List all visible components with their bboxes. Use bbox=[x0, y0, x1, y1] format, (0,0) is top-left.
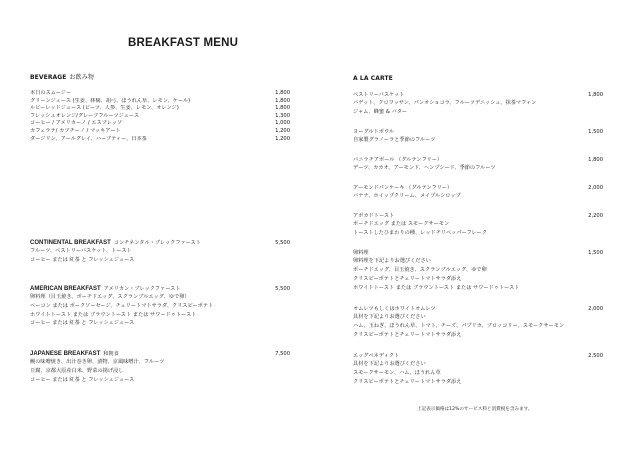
item-name: コーヒー / アメリカーノ / エスプレッソ bbox=[30, 120, 123, 127]
item-name: ヨーグルトボウル bbox=[353, 129, 395, 135]
item-price: 1,500 bbox=[588, 129, 603, 135]
set-line: ホワイトトースト または ブラウントースト または サワードゥトースト bbox=[30, 311, 197, 318]
set-line: コーヒー または 紅茶 と フレッシュジュース bbox=[30, 256, 135, 263]
set-line: 鰻の味噌焼き、出汁巻き卵、漬物、京風味噌汁、フルーツ bbox=[30, 359, 165, 365]
set-head bbox=[30, 350, 290, 358]
item-price: 2,200 bbox=[588, 213, 603, 219]
item-name: 卵料理 bbox=[353, 250, 369, 256]
set-line: ベーコン または ポークソーセージ、チェリートマトサラダ、クリスピーポテト bbox=[30, 302, 214, 309]
item-line: バナナ、ホイップクリーム、メイプルシロップ bbox=[353, 193, 461, 200]
beverage-item bbox=[30, 90, 290, 98]
item-line: ポーチドエッグ または スモークサーモン bbox=[353, 221, 450, 228]
item-line: ハム、玉ねぎ、ほうれん草、トマト、チーズ、パプリカ、ブロッコリー、スモークサーモン bbox=[353, 323, 565, 330]
set-continental bbox=[30, 239, 290, 265]
beverage-heading-en: BEVERAGE bbox=[30, 74, 67, 81]
item-price: 1,800 bbox=[588, 92, 603, 98]
beverage-item bbox=[30, 113, 290, 121]
set-price: 5,500 bbox=[275, 240, 290, 246]
item-line: スモークサーモン、ハム、ほうれん草 bbox=[353, 370, 441, 377]
item-line: トーストしたひまわりの種、レッドチリペッパーフレーク bbox=[353, 230, 487, 237]
set-head bbox=[30, 285, 290, 293]
item-line: クリスピーポテトとチェリートマトサラダ添え bbox=[353, 276, 462, 282]
set-american bbox=[30, 285, 290, 328]
beverage-item bbox=[30, 128, 290, 136]
item-price: 1,800 bbox=[275, 97, 290, 104]
item-name: グリーンジュース (生姜、林檎、胡弓、ほうれん草、レモン、ケール) bbox=[30, 97, 191, 104]
item-name: カフェラテ/ カプチーノ / マッキアート bbox=[30, 127, 121, 134]
set-head bbox=[30, 239, 290, 247]
item-name: バニラチアボール （グルテンフリー） bbox=[353, 157, 443, 163]
alacarte-item bbox=[353, 249, 603, 293]
item-price: 1,800 bbox=[588, 157, 603, 163]
item-price: 2,000 bbox=[588, 185, 603, 191]
set-japanese bbox=[30, 350, 290, 384]
alacarte-item bbox=[353, 305, 603, 340]
item-name: アーモンドパンケーキ （グルテンフリー） bbox=[353, 185, 453, 191]
item-line: クリスピーポテトとチェリートマトサラダ添え bbox=[353, 379, 462, 385]
set-title-en: AMERICAN BREAKFAST bbox=[30, 286, 101, 292]
beverage-item bbox=[30, 120, 290, 128]
item-line: ジャム、蜂蜜 & バター bbox=[353, 109, 408, 116]
item-line: 具材を下記よりお選びください bbox=[353, 361, 426, 368]
set-title bbox=[30, 239, 201, 247]
item-price: 1,200 bbox=[275, 135, 290, 142]
beverage-section bbox=[30, 72, 290, 143]
alacarte-item bbox=[353, 212, 603, 238]
item-name: ルビーレッドジュース (ビーツ、人参、生姜、レモン、オレンジ) bbox=[30, 105, 179, 112]
item-price: 2,500 bbox=[588, 353, 603, 359]
item-line: デーツ、カカオ、アーモンド、ヘンプシード、季節のフルーツ bbox=[353, 165, 496, 172]
item-name: エッグベネディクト bbox=[353, 353, 400, 359]
set-title-jp: 和朝食 bbox=[103, 351, 119, 357]
set-price: 7,500 bbox=[275, 351, 290, 357]
alacarte-item bbox=[353, 352, 603, 387]
item-price: 1,800 bbox=[275, 90, 290, 96]
item-name: 本日のスムージー bbox=[30, 90, 72, 96]
item-line: 卵料理を下記よりお選びください bbox=[353, 258, 431, 265]
item-line: 具材を下記よりお選びください bbox=[353, 314, 426, 321]
set-title bbox=[30, 350, 119, 358]
set-line: コーヒー または 紅茶 と フレッシュジュース bbox=[30, 376, 135, 383]
item-name: ペストリーバスケット bbox=[353, 92, 405, 98]
alacarte-item bbox=[353, 128, 603, 145]
alacarte-item bbox=[353, 156, 603, 173]
item-price: 1,300 bbox=[275, 112, 290, 119]
item-price: 1,500 bbox=[588, 250, 603, 256]
price-note: 上記表示価格は12%のサービス料と消費税を含みます。 bbox=[417, 407, 533, 412]
item-name: ダージリン、アールグレイ、ハーブティー、日本茶 bbox=[30, 135, 147, 142]
set-title-en: JAPANESE BREAKFAST bbox=[30, 351, 101, 357]
beverage-item bbox=[30, 98, 290, 106]
item-price: 1,200 bbox=[275, 127, 290, 134]
item-price: 1,800 bbox=[275, 105, 290, 112]
item-name: フレッシュオレンジ/グレープフルーツジュース bbox=[30, 112, 140, 119]
set-line: 卵料理（目玉焼き、ポーチドエッグ、スクランブルエッグ、ゆで卵） bbox=[30, 294, 190, 300]
set-title-jp: アメリカン・ブレックファースト bbox=[103, 286, 181, 292]
item-price: 2,000 bbox=[588, 306, 603, 312]
beverage-heading bbox=[30, 72, 290, 81]
alacarte-item bbox=[353, 184, 603, 201]
beverage-item bbox=[30, 105, 290, 113]
item-name: アボカドトースト bbox=[353, 213, 395, 219]
beverage-list bbox=[30, 90, 290, 143]
item-line: クリスピーポテトとチェリートマトサラダ添え bbox=[353, 332, 462, 338]
item-line: 自家製グラノーラと季節のフルーツ bbox=[353, 137, 436, 144]
alacarte-item bbox=[353, 91, 603, 117]
set-title-jp: コンチネンタル・ブレックファースト bbox=[113, 240, 201, 246]
item-price: 1,000 bbox=[275, 120, 290, 127]
set-title-en: CONTINENTAL BREAKFAST bbox=[30, 240, 111, 246]
set-price: 5,500 bbox=[275, 286, 290, 292]
set-line: フルーツ、ペストリーバスケット、トースト bbox=[30, 248, 132, 254]
set-line: 豆腐、京都大原産白米、野菜の揚げ浸し bbox=[30, 367, 124, 374]
item-name: オムレツもしくはホワイトオムレツ bbox=[353, 306, 436, 312]
item-line: ホワイトトースト または ブラウントースト または サワードゥトースト bbox=[353, 284, 520, 291]
alacarte-heading: A LA CARTE bbox=[353, 75, 393, 82]
item-line: ポーチドエッグ、目玉焼き、スクランブルエッグ、ゆで卵 bbox=[353, 267, 487, 274]
item-line: バゲット、クロワッサン、パンオショコラ、フルーツデニッシュ、抹茶マフィン bbox=[353, 100, 537, 107]
beverage-item bbox=[30, 136, 290, 144]
menu-title: BREAKFAST MENU bbox=[128, 37, 239, 49]
beverage-heading-jp: お飲み物 bbox=[69, 74, 94, 81]
set-title bbox=[30, 285, 181, 293]
set-line: コーヒー または 紅茶 と フレッシュジュース bbox=[30, 320, 135, 327]
